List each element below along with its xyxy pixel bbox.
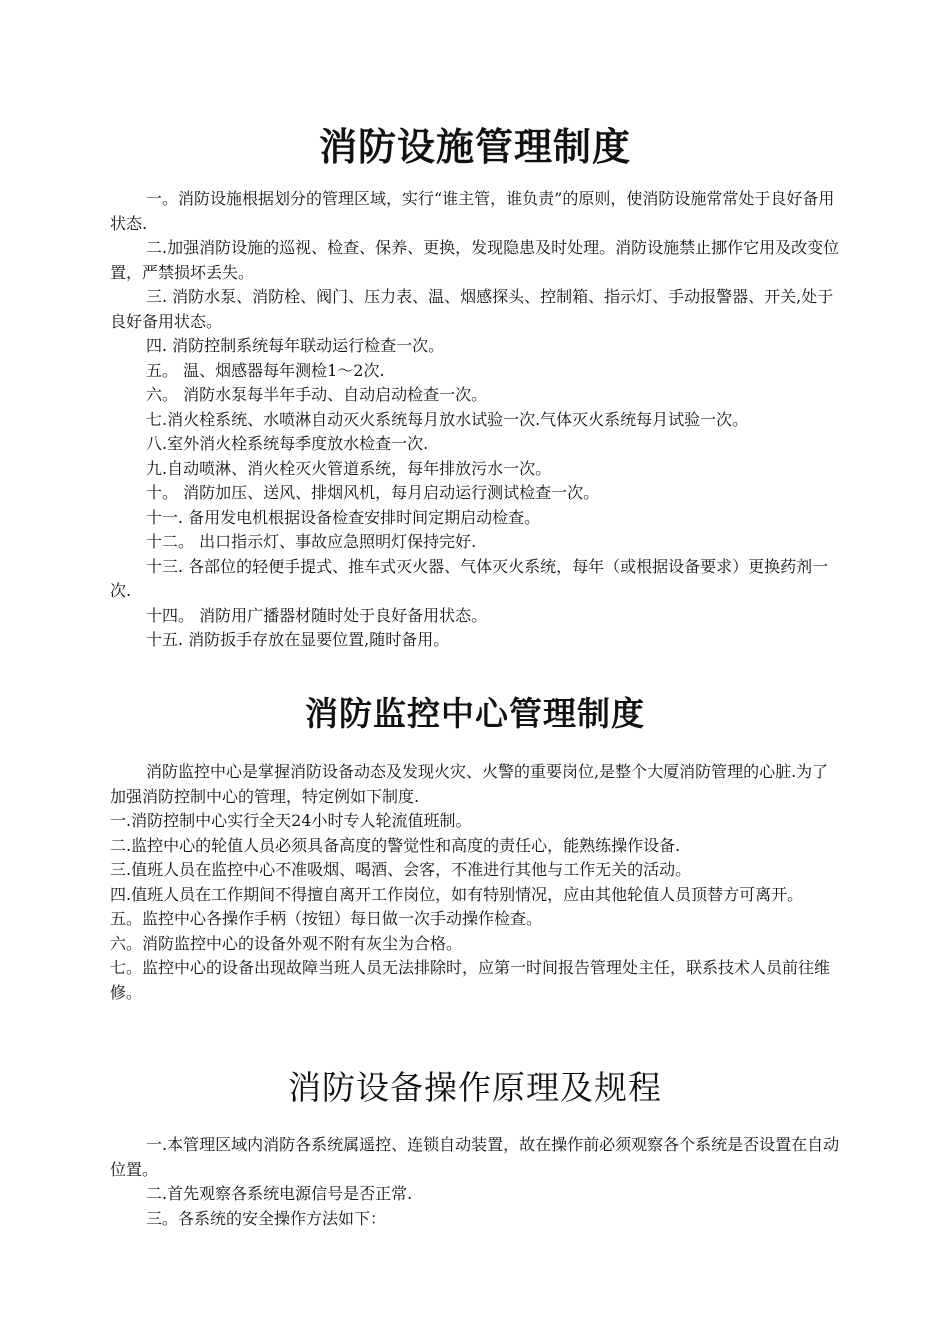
section-facility-management-body <box>110 187 840 653</box>
paragraph: 十三. 各部位的轻便手提式、推车式灭火器、气体灭火系统，每年（或根据设备要求）更换药剂一次. <box>110 556 829 600</box>
paragraph: 九.自动喷淋、消火栓灭火管道系统，每年排放污水一次。 <box>146 458 552 478</box>
paragraph: 三。各系统的安全操作方法如下： <box>146 1208 387 1228</box>
section-title-facility-management: 消防设施管理制度 <box>318 125 631 169</box>
paragraph: 十五. 消防扳手存放在显要位置,随时备用。 <box>146 630 450 649</box>
section-monitoring-center-body <box>110 760 840 1005</box>
paragraph: 二.加强消防设施的巡视、检查、保养、更换，发现隐患及时处理。消防设施禁止挪作它用及改变位置，严禁损坏丢失。 <box>110 238 840 282</box>
paragraph: 十四。 消防用广播器材随时处于良好备用状态。 <box>146 605 488 625</box>
paragraph: 十一. 备用发电机根据设备检查安排时间定期启动检查。 <box>146 507 541 527</box>
paragraph: 七.消火栓系统、水喷淋自动灭火系统每月放水试验一次.气体灭火系统每月试验一次。 <box>146 409 749 429</box>
list-item: 四.值班人员在工作期间不得擅自离开工作岗位，如有特别情况，应由其他轮值人员顶替方可离开。 <box>110 884 804 904</box>
paragraph: 十。 消防加压、送风、排烟风机，每月启动运行测试检查一次。 <box>146 483 600 502</box>
paragraph: 三. 消防水泵、消防栓、阀门、压力表、温、烟感探头、控制箱、指示灯、手动报警器、开关,处于良好备用状态。 <box>110 287 834 331</box>
list-item: 五。监控中心各操作手柄（按钮）每日做一次手动操作检查。 <box>110 909 543 928</box>
list-item: 二.监控中心的轮值人员必须具备高度的警觉性和高度的责任心，能熟练操作设备. <box>110 835 681 855</box>
paragraph: 六。 消防水泵每半年手动、自动启动检查一次。 <box>146 385 488 404</box>
paragraph: 五。 温、烟感器每年测检1～2次. <box>146 360 385 380</box>
list-item: 七。监控中心的设备出现故障当班人员无法排除时，应第一时间报告管理处主任，联系技术人员前往维修。 <box>110 958 831 1002</box>
paragraph: 八.室外消火栓系统每季度放水检查一次. <box>146 434 429 453</box>
paragraph: 十二。 出口指示灯、事故应急照明灯保持完好. <box>146 532 477 551</box>
list-item: 六。消防监控中心的设备外观不附有灰尘为合格。 <box>110 933 463 953</box>
list-item: 一.消防控制中心实行全天24小时专人轮流值班制。 <box>110 811 472 830</box>
paragraph: 二.首先观察各系统电源信号是否正常. <box>146 1184 413 1203</box>
section-title-operation-principles: 消防设备操作原理及规程 <box>288 1068 662 1107</box>
paragraph: 一。消防设施根据划分的管理区域，实行“谁主管，谁负责”的原则，使消防设施常常处于良好备用状态. <box>110 189 835 233</box>
paragraph: 四. 消防控制系统每年联动运行检查一次。 <box>146 336 445 355</box>
paragraph: 一.本管理区域内消防各系统属遥控、连锁自动装置，故在操作前必须观察各个系统是否设置在自动位置。 <box>110 1135 840 1179</box>
paragraph-intro: 消防监控中心是掌握消防设备动态及发现火灾、火警的重要岗位,是整个大厦消防管理的心脏.为了加强消防控制中心的管理，特定例如下制度. <box>110 762 829 806</box>
section-title-monitoring-center: 消防监控中心管理制度 <box>305 694 645 733</box>
list-item: 三.值班人员在监控中心不准吸烟、喝酒、会客，不准进行其他与工作无关的活动。 <box>110 860 692 879</box>
section-operation-principles-body <box>110 1133 840 1231</box>
